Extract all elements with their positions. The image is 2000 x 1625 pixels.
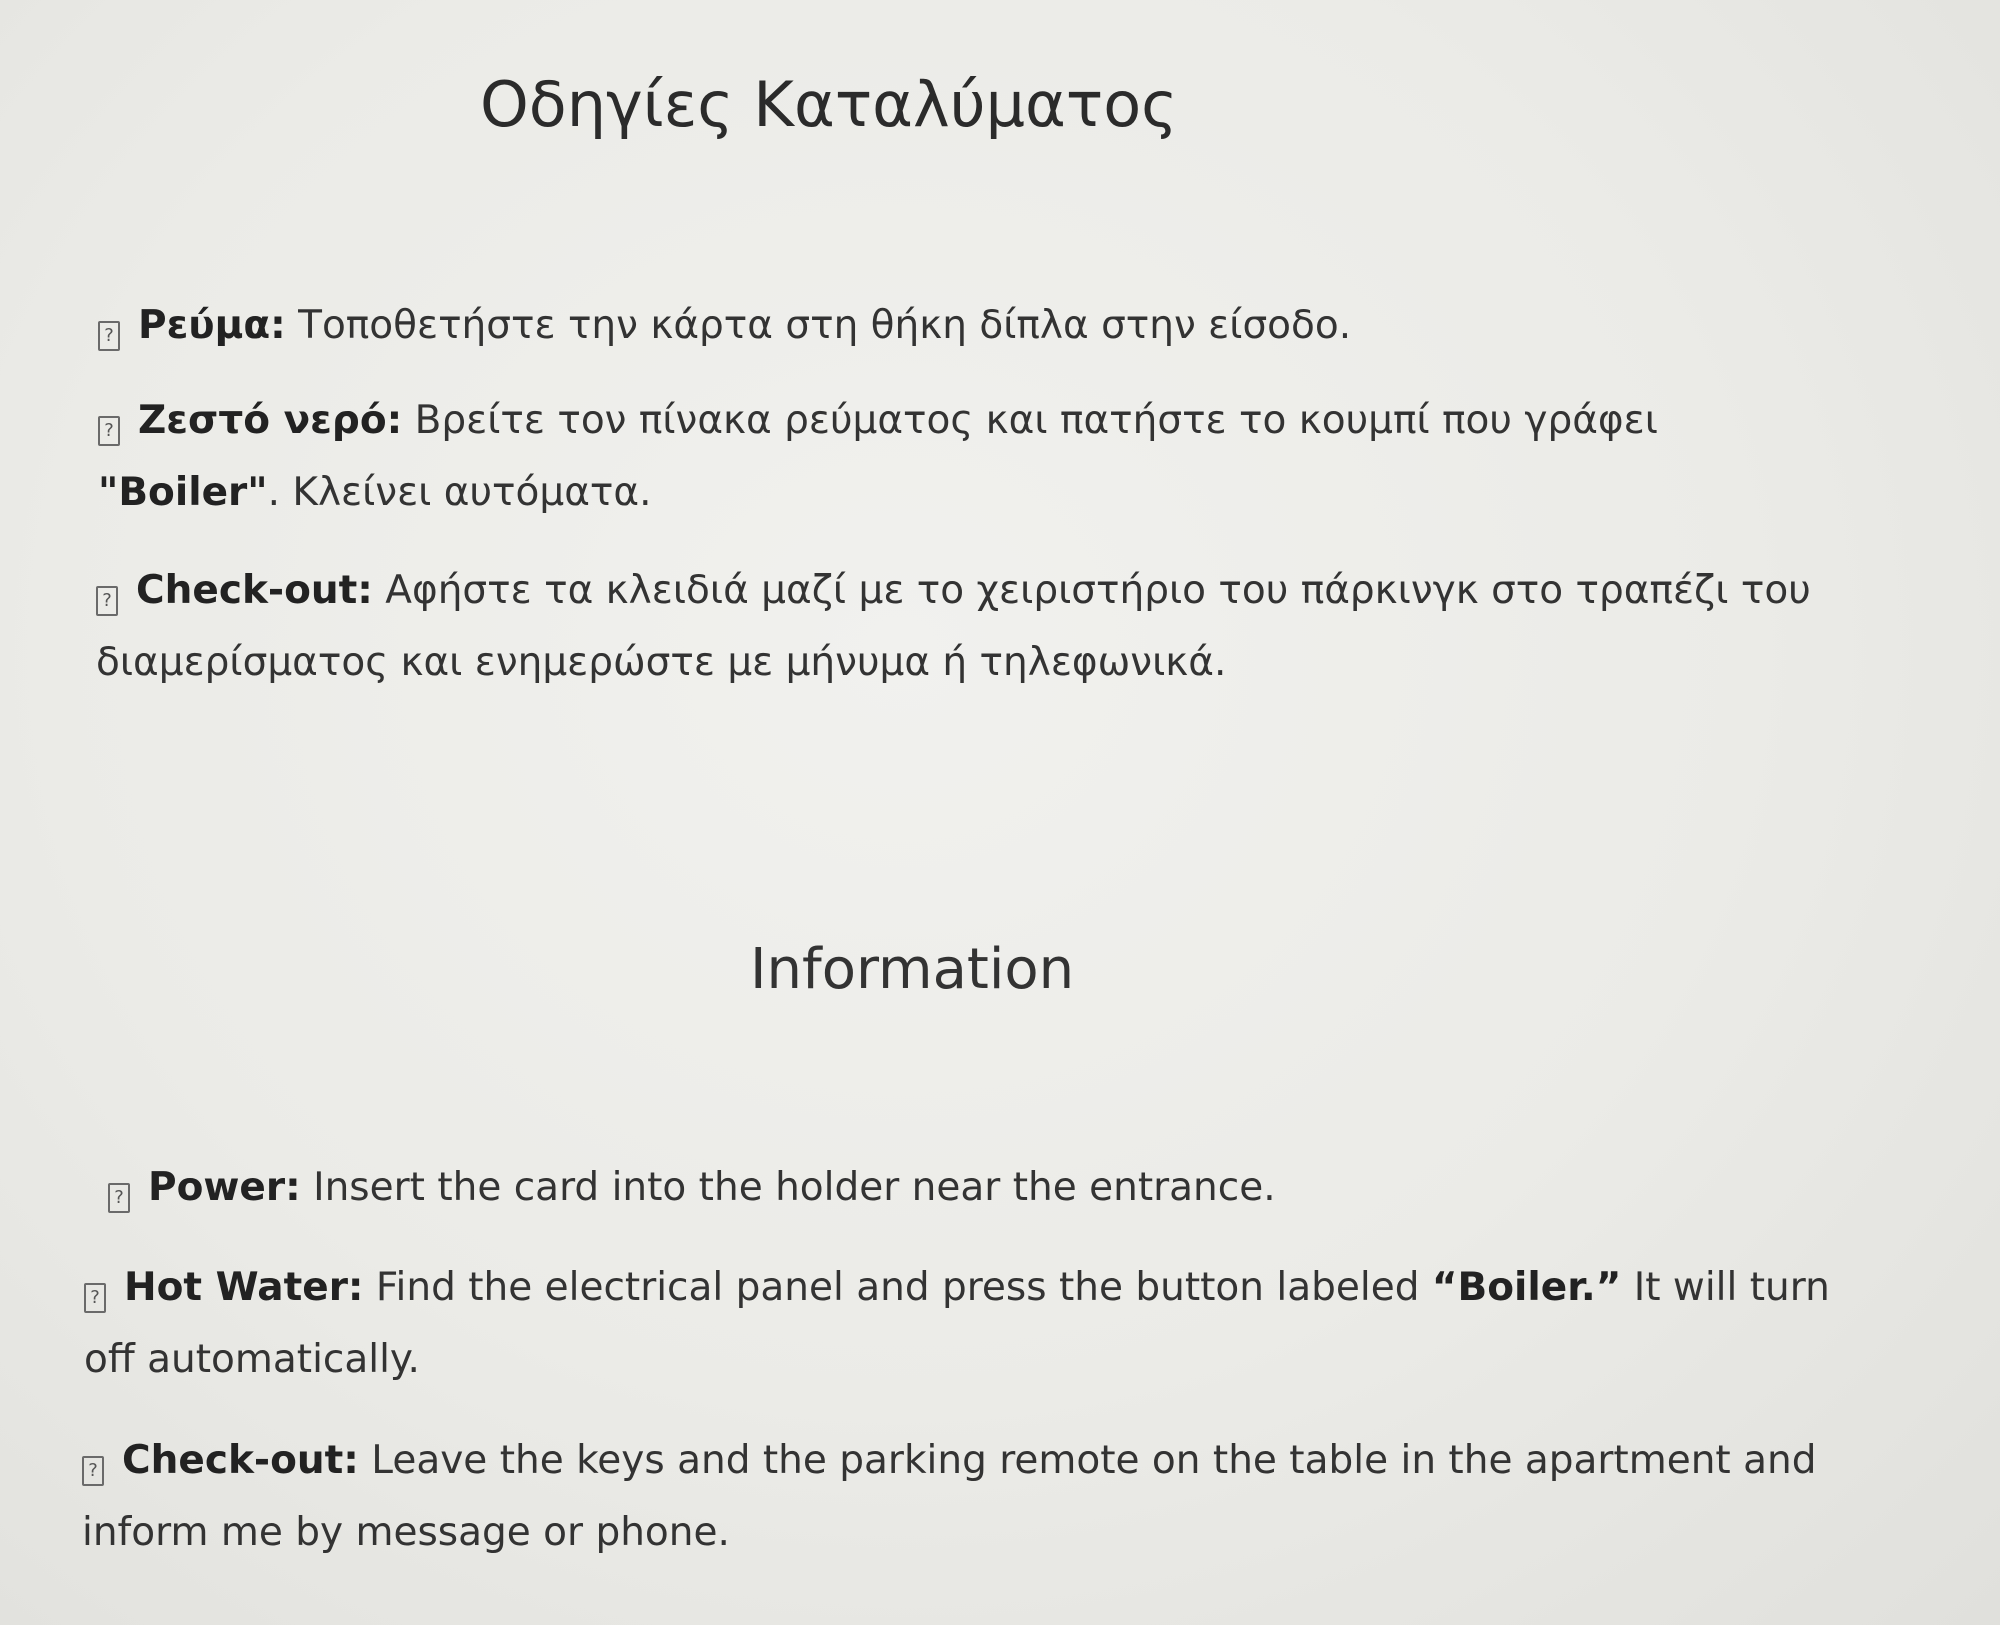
missing-glyph-icon: ?: [98, 416, 120, 446]
english-item-power: [108, 1152, 1898, 1224]
english-item-checkout: [82, 1425, 1872, 1569]
english-title: Information: [750, 937, 1075, 1002]
english-item-hot-water: [84, 1252, 1874, 1396]
english-item-power-label: Power:: [148, 1165, 301, 1210]
english-item-hot-water-quote: “Boiler.”: [1431, 1265, 1622, 1310]
greek-item-power: [98, 290, 1888, 362]
english-item-power-text: Insert the card into the holder near the entrance.: [300, 1165, 1276, 1210]
missing-glyph-icon: ?: [84, 1283, 106, 1313]
greek-item-hot-water-quote: "Boiler": [98, 470, 268, 515]
missing-glyph-icon: ?: [82, 1456, 104, 1486]
greek-item-checkout-label: Check-out:: [136, 568, 373, 613]
missing-glyph-icon: ?: [108, 1183, 130, 1213]
english-item-hot-water-text-after: It will turn off automatically.: [84, 1265, 1830, 1382]
greek-item-hot-water-text: Βρείτε τον πίνακα ρεύματος και πατήστε το κουμπί που γράφει: [402, 398, 1658, 443]
greek-item-hot-water-text-after: . Κλείνει αυτόματα.: [267, 470, 652, 515]
missing-glyph-icon: ?: [98, 321, 120, 351]
greek-item-power-label: Ρεύμα:: [138, 303, 286, 348]
greek-item-power-text: Τοποθετήστε την κάρτα στη θήκη δίπλα στην είσοδο.: [285, 303, 1352, 348]
english-item-checkout-text: Leave the keys and the parking remote on the table in the apartment and inform me by message or phone.: [82, 1438, 1817, 1555]
missing-glyph-icon: ?: [96, 586, 118, 616]
english-item-hot-water-text: Find the electrical panel and press the button labeled: [363, 1265, 1432, 1310]
english-item-hot-water-label: Hot Water:: [124, 1265, 364, 1310]
greek-title: Οδηγίες Καταλύματος: [480, 68, 1178, 141]
greek-item-hot-water: [98, 385, 1888, 529]
greek-item-checkout: [96, 555, 1886, 699]
greek-item-checkout-text: Αφήστε τα κλειδιά μαζί με το χειριστήριο του πάρκινγκ στο τραπέζι του διαμερίσματος και ενημερώστε με μήνυμα ή τηλεφωνικά.: [96, 568, 1811, 685]
greek-item-hot-water-label: Ζεστό νερό:: [138, 398, 403, 443]
english-item-checkout-label: Check-out:: [122, 1438, 359, 1483]
